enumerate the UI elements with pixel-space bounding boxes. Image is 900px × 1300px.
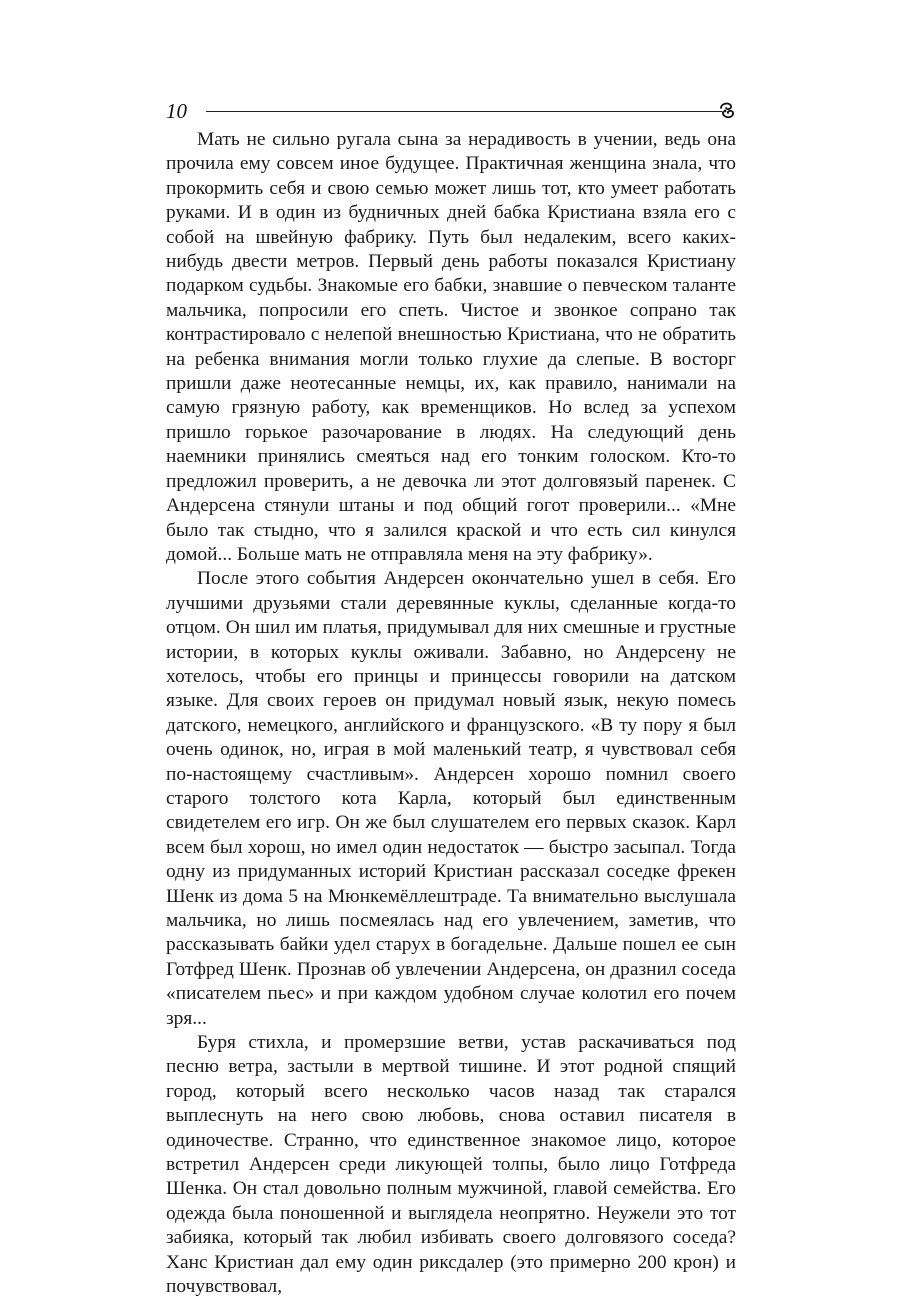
header-rule xyxy=(206,111,722,112)
paragraph: Мать не сильно ругала сына за нерадивость в учении, ведь она прочила ему совсем иное будущее. Практичная женщина знала, что прокормить себя и свою семью может лишь тот, кто умеет работать руками. И в один из будничных дней бабка Кристиана взяла его с собой на швейную фабрику. Путь был недалеким, всего каких-нибудь двести метров. Первый день работы показался Кристиану подарком судьбы. Знакомые его бабки, знавшие о певческом таланте мальчика, попросили его спеть. Чистое и звонкое сопрано так контрастировало с нелепой внешностью Кристиана, что не обратить на ребенка внимания могли только глухие да слепые. В восторг пришли даже неотесанные немцы, их, как правило, нанимали на самую грязную работу, как временщиков. Но вслед за успехом пришло горькое разочарование в людях. На следующий день наемники принялись смеяться над его тонким голоском. Кто-то предложил проверить, а не девочка ли этот долговязый паренек. С Андерсена стянули штаны и под общий гогот проверили... «Мне было так стыдно, что я залился краской и что есть сил кинулся домой... Больше мать не отправляла меня на эту фабрику». xyxy=(166,129,736,565)
scroll-ornament-icon xyxy=(718,100,736,122)
page-header xyxy=(166,98,736,124)
page-number: 10 xyxy=(166,99,187,123)
text-body xyxy=(166,128,736,1300)
paragraph: После этого события Андерсен окончательно ушел в себя. Его лучшими друзьями стали деревянные куклы, сделанные когда-то отцом. Он шил им платья, придумывал для них смешные и грустные истории, в которых куклы оживали. Забавно, но Андерсену не хотелось, чтобы его принцы и принцессы говорили на датском языке. Для своих героев он придумал новый язык, некую помесь датского, немецкого, английского и французского. «В ту пору я был очень одинок, но, играя в мой маленький театр, я чувствовал себя по-настоящему счастливым». Андерсен хорошо помнил своего старого толстого кота Карла, который был единственным свидетелем его игр. Он же был слушателем его первых сказок. Карл всем был хорош, но имел один недостаток — быстро засыпал. Тогда одну из придуманных историй Кристиан рассказал соседке фрекен Шенк из дома 5 на Мюнкемёллештраде. Та внимательно выслушала мальчика, но лишь посмеялась над его увлечением, заметив, что рассказывать байки удел старух в богадельне. Дальше пошел ее сын Готфред Шенк. Прознав об увлечении Андерсена, он дразнил соседа «писателем пьес» и при каждом удобном случае колотил его почем зря... xyxy=(166,568,736,1029)
paragraph: Буря стихла, и промерзшие ветви, устав раскачиваться под песню ветра, застыли в мертвой тишине. И этот родной спящий город, который всего несколько часов назад так старался выплеснуть на него свою любовь, снова оставил писателя в одиночестве. Странно, что единственное знакомое лицо, которое встретил Андерсен среди ликующей толпы, было лицо Готфреда Шенка. Он стал довольно полным мужчиной, главой семейства. Его одежда была поношенной и выглядела неопрятно. Неужели это тот забияка, который так любил избивать своего долговязого соседа? Ханс Кристиан дал ему один риксдалер (это примерно 200 крон) и почувствовал, xyxy=(166,1032,736,1298)
